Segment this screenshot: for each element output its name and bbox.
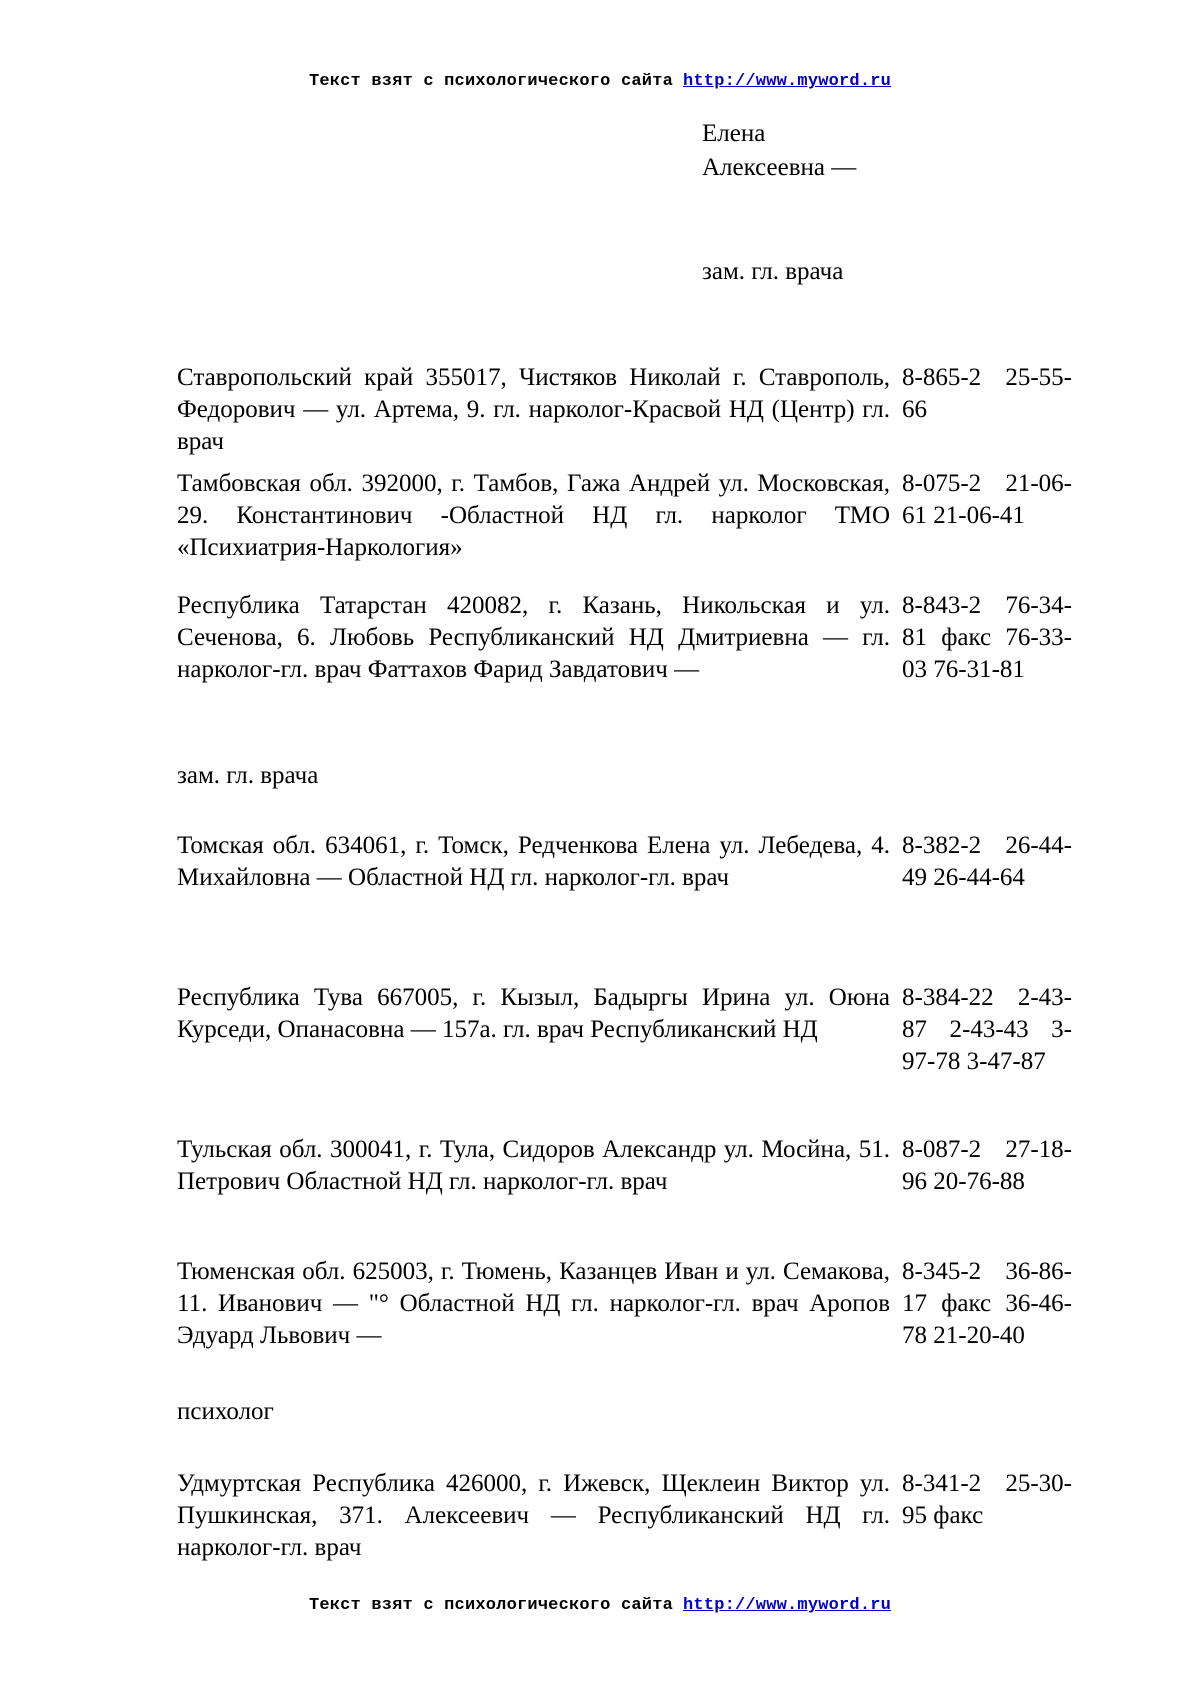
tyumen-psychologist-role: психолог: [177, 1398, 274, 1425]
entry-tambov: [177, 468, 1075, 564]
entry-phone: 8-087-2 27-18-96 20-76-88: [902, 1136, 1072, 1195]
entry-main-text: Республика Татарстан 420082, г. Казань, Никольская и ул. Сеченова, 6. Любовь Республиканский НД Дмитриевна — гл. нарколог-гл. врач Фаттахов Фарид Завдатович —: [177, 592, 890, 683]
entry-tyumen: [177, 1256, 1075, 1352]
intro-name-line2: Алексеевна —: [702, 154, 857, 181]
entry-phone: 8-384-22 2-43-87 2-43-43 3-97-78 3-47-87: [902, 984, 1072, 1075]
entry-tatarstan: [177, 590, 1075, 686]
entry-stavropol: [177, 362, 1075, 458]
entry-tuva: [177, 982, 1075, 1078]
entry-tula: [177, 1134, 1075, 1198]
footer-banner-link[interactable]: http://www.myword.ru: [683, 1596, 892, 1615]
entry-tomsk: [177, 830, 1075, 894]
footer-banner: [0, 1596, 1200, 1615]
entry-phone: 8-865-2 25-55-66: [902, 364, 1072, 423]
footer-banner-text: Текст взят с психологического сайта: [308, 1596, 673, 1615]
intro-role: зам. гл. врача: [702, 258, 844, 285]
intro-name-line1: Елена: [702, 120, 766, 147]
entry-phone: 8-341-2 25-30-95 факс: [902, 1470, 1072, 1529]
entry-phone: 8-843-2 76-34-81 факс 76-33-03 76-31-81: [902, 592, 1072, 683]
entry-main-text: Удмуртская Республика 426000, г. Ижевск, Щеклеин Виктор ул. Пушкинская, 371. Алексеевич — Республиканский НД гл. нарколог-гл. врач: [177, 1470, 890, 1561]
header-banner: [0, 72, 1200, 91]
header-banner-link[interactable]: http://www.myword.ru: [683, 72, 892, 91]
header-banner-text: Текст взят с психологического сайта: [308, 72, 673, 91]
entry-phone: 8-075-2 21-06-61 21-06-41: [902, 470, 1072, 529]
entry-main-text: Республика Тува 667005, г. Кызыл, Бадыргы Ирина ул. Оюна Курседи, Опанасовна — 157а. гл. врач Республиканский НД: [177, 984, 890, 1043]
entry-phone: 8-345-2 36-86-17 факс 36-46-78 21-20-40: [902, 1258, 1072, 1349]
entry-phone: 8-382-2 26-44-49 26-44-64: [902, 832, 1072, 891]
entry-main-text: Томская обл. 634061, г. Томск, Редченкова Елена ул. Лебедева, 4. Михайловна — Областной НД гл. нарколог-гл. врач: [177, 832, 890, 891]
entry-udmurtia: [177, 1468, 1075, 1564]
entry-main-text: Ставропольский край 355017, Чистяков Николай г. Ставрополь, Федорович — ул. Артема, 9. гл. нарколог-Красвой НД (Центр) гл. врач: [177, 364, 890, 455]
entry-main-text: Тульская обл. 300041, г. Тула, Сидоров Александр ул. Мосйна, 51. Петрович Областной НД гл. нарколог-гл. врач: [177, 1136, 890, 1195]
tatarstan-deputy-role: зам. гл. врача: [177, 762, 319, 789]
entry-main-text: Тамбовская обл. 392000, г. Тамбов, Гажа Андрей ул. Московская, 29. Константинович -Областной НД гл. нарколог ТМО «Психиатрия-Наркология»: [177, 470, 890, 561]
entry-main-text: Тюменская обл. 625003, г. Тюмень, Казанцев Иван и ул. Семакова, 11. Иванович — "° Областной НД гл. нарколог-гл. врач Аропов Эдуард Львович —: [177, 1258, 890, 1349]
